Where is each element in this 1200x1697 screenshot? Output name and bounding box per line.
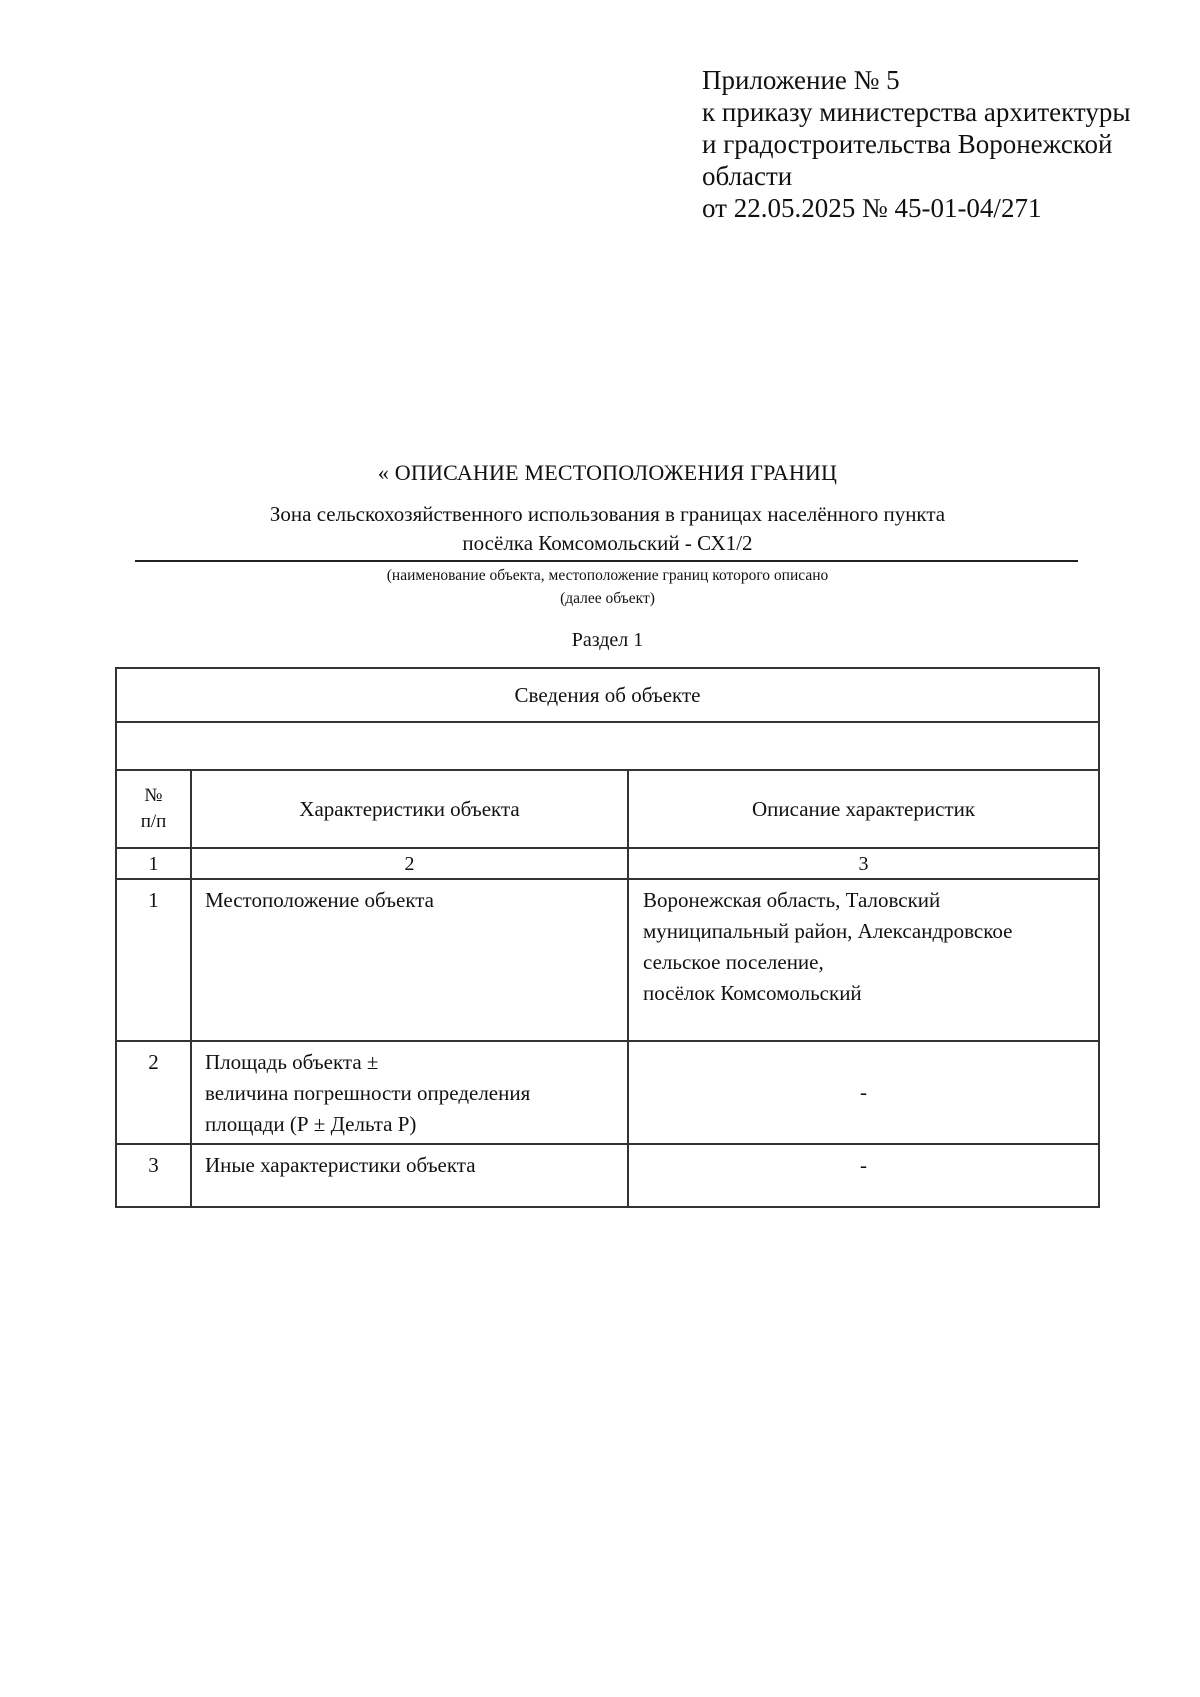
- row-characteristic: [191, 1144, 628, 1207]
- row-number: 1: [116, 879, 191, 1041]
- header-num-symbol: №: [144, 785, 163, 806]
- table-empty-row: [116, 722, 1099, 770]
- column-index: 3: [628, 848, 1099, 879]
- row-characteristic: [191, 1041, 628, 1144]
- document-title: « ОПИСАНИЕ МЕСТОПОЛОЖЕНИЯ ГРАНИЦ: [377, 460, 838, 485]
- row-characteristic-line: величина погрешности определения: [205, 1081, 531, 1105]
- table-row: [116, 879, 1099, 1041]
- column-index: 1: [116, 848, 191, 879]
- row-characteristic: [191, 879, 628, 1041]
- column-index: 2: [191, 848, 628, 879]
- header-num-abbr: п/п: [140, 811, 167, 832]
- object-name: [135, 500, 1080, 558]
- row-number: 3: [116, 1144, 191, 1207]
- header-num: [116, 770, 191, 848]
- annex-line: области: [702, 161, 793, 191]
- row-characteristic-line: Площадь объекта ±: [205, 1050, 379, 1074]
- row-description: -: [628, 1041, 1099, 1144]
- row-description-line: посёлок Комсомольский: [643, 981, 862, 1005]
- row-characteristic-line: Местоположение объекта: [205, 888, 435, 912]
- row-characteristic-line: площади (Р ± Дельта Р): [205, 1112, 417, 1136]
- table-row: [116, 1041, 1099, 1144]
- caption-line: (далее объект): [560, 590, 655, 607]
- annex-header: [702, 64, 1130, 224]
- row-description: -: [628, 1144, 1099, 1207]
- header-characteristics: Характеристики объекта: [191, 770, 628, 848]
- annex-line: к приказу министерства архитектуры: [702, 97, 1131, 127]
- object-name-line: Зона сельскохозяйственного использования в границах населённого пункта: [269, 502, 946, 526]
- row-number: 2: [116, 1041, 191, 1144]
- section-heading: Раздел 1: [571, 629, 644, 651]
- object-name-line: посёлка Комсомольский - СХ1/2: [462, 531, 753, 555]
- row-description: [628, 879, 1099, 1041]
- table-row: [116, 1144, 1099, 1207]
- header-description: Описание характеристик: [628, 770, 1099, 848]
- caption-line: (наименование объекта, местоположение границ которого описано: [386, 567, 829, 584]
- row-characteristic-line: Иные характеристики объекта: [205, 1153, 476, 1177]
- row-description-line: сельское поселение,: [643, 950, 824, 974]
- object-info-table: [115, 667, 1100, 1208]
- annex-line: и градостроительства Воронежской: [702, 129, 1113, 159]
- row-description-line: муниципальный район, Александровское: [643, 919, 1013, 943]
- table-title: Сведения об объекте: [116, 668, 1099, 722]
- annex-line: от 22.05.2025 № 45-01-04/271: [702, 193, 1042, 223]
- object-name-underline: [135, 560, 1078, 562]
- annex-line: Приложение № 5: [702, 65, 900, 95]
- object-name-caption: [135, 564, 1080, 610]
- row-description-line: Воронежская область, Таловский: [643, 888, 941, 912]
